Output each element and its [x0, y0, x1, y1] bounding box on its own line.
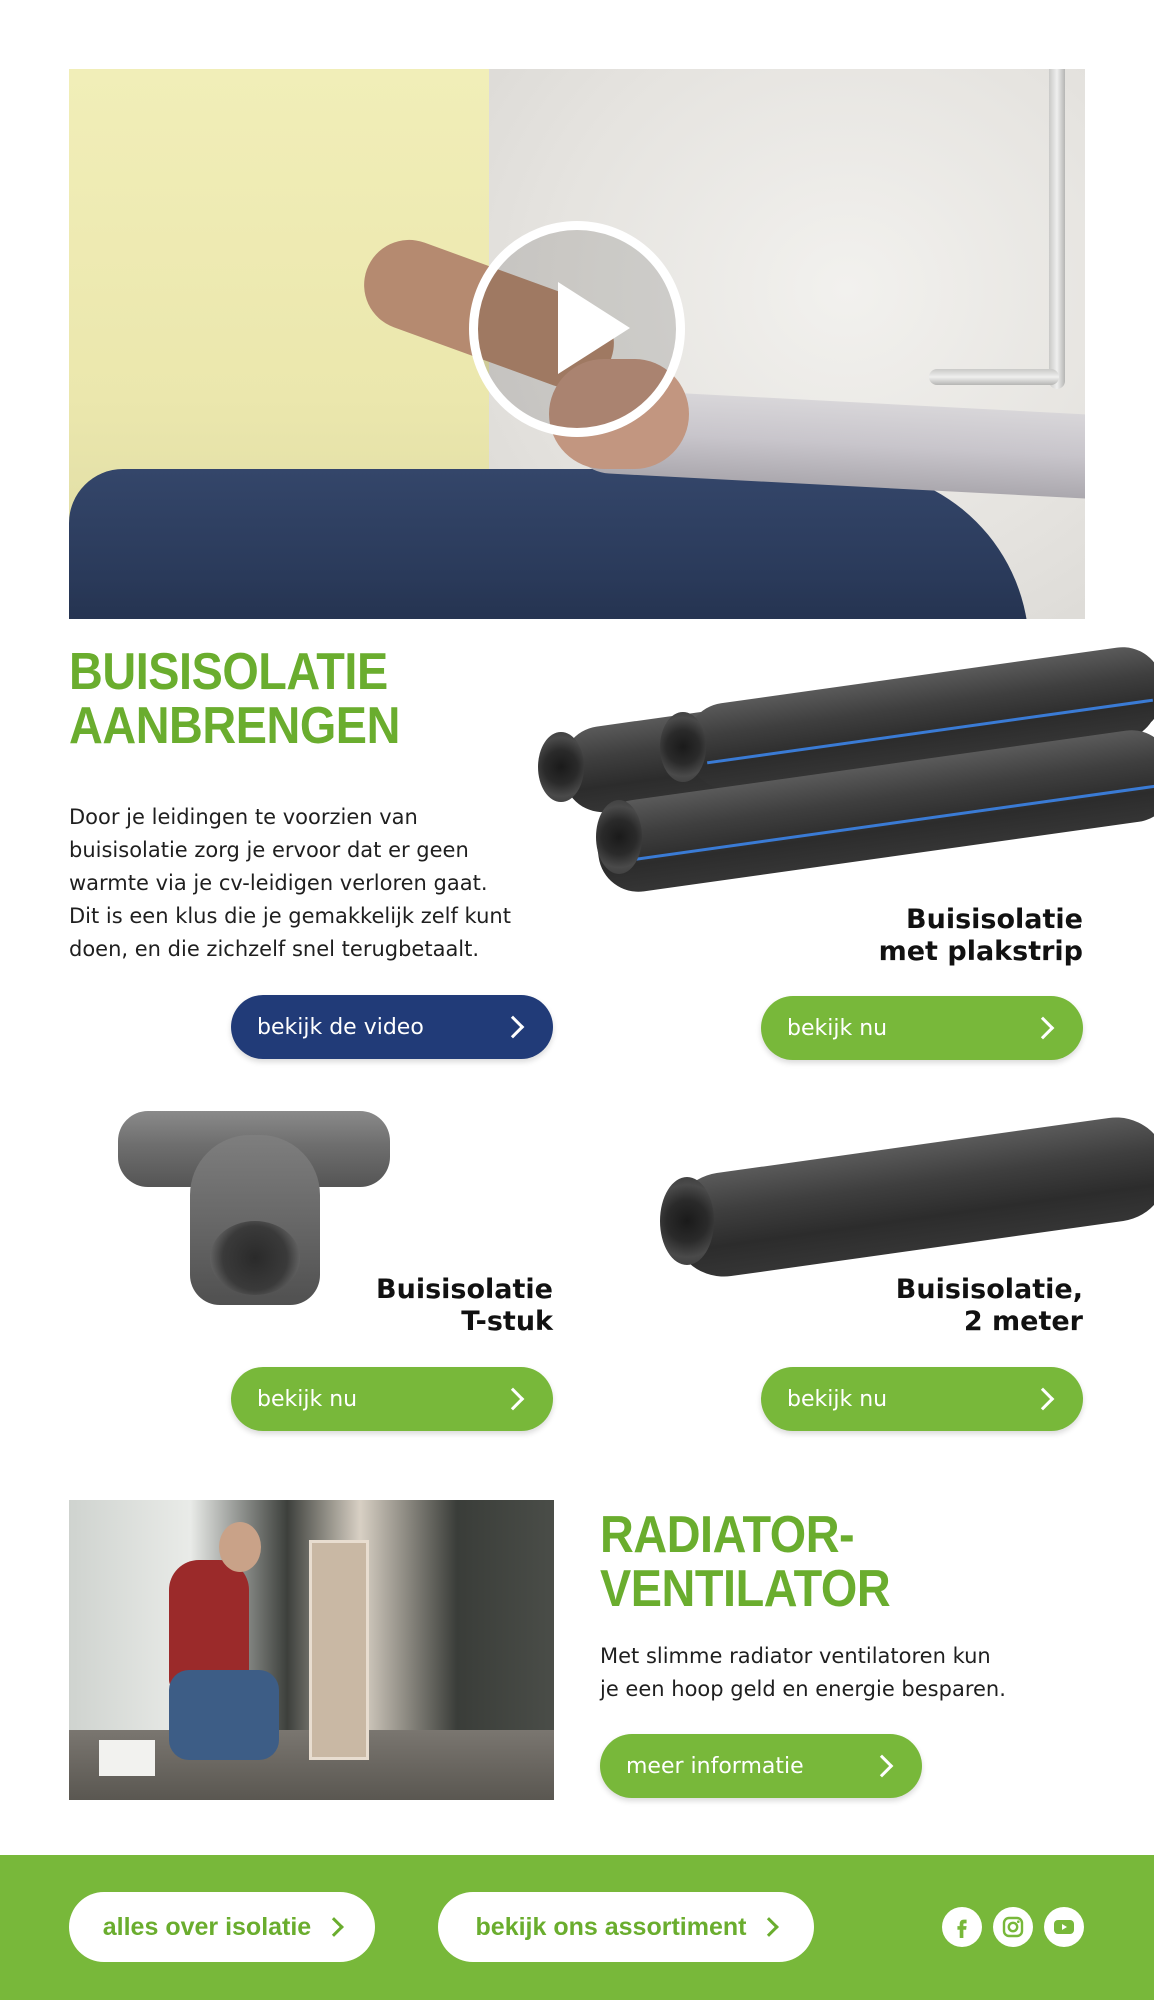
- photo-person-head: [219, 1522, 261, 1572]
- footer-bar: [0, 1855, 1154, 2000]
- intro-title-line1: BUISISOLATIE: [69, 643, 388, 701]
- youtube-icon[interactable]: [1044, 1907, 1084, 1947]
- product-title-plakstrip: [740, 904, 1083, 968]
- product-title-t-stuk: [210, 1274, 553, 1338]
- view-product-button-label: bekijk nu: [787, 1015, 888, 1041]
- more-info-button[interactable]: [600, 1734, 922, 1798]
- tube-opening: [538, 732, 584, 802]
- chevron-right-icon: [1032, 1017, 1055, 1040]
- facebook-glyph: [951, 1916, 973, 1938]
- play-button[interactable]: [469, 221, 685, 437]
- facebook-icon[interactable]: [942, 1907, 982, 1947]
- radiator-title-line1: RADIATOR-: [600, 1506, 855, 1564]
- instagram-glyph: [1001, 1915, 1025, 1939]
- radiator-photo[interactable]: [69, 1500, 554, 1800]
- product-title-line1: Buisisolatie: [906, 904, 1083, 935]
- radiator-line: je een hoop geld en energie besparen.: [600, 1677, 1006, 1701]
- radiator-line: Met slimme radiator ventilatoren kun: [600, 1644, 991, 1668]
- product-title-line1: Buisisolatie: [376, 1274, 553, 1305]
- tube-opening: [660, 1177, 714, 1265]
- chevron-right-icon: [1032, 1388, 1055, 1411]
- watch-video-button[interactable]: [231, 995, 553, 1059]
- product-image-2-meter[interactable]: [650, 1085, 1154, 1285]
- photo-box: [99, 1740, 155, 1776]
- chevron-right-icon: [502, 1016, 525, 1039]
- intro-paragraph: [69, 801, 549, 966]
- product-title-line2: 2 meter: [963, 1306, 1083, 1337]
- footer-link-assortment-label: bekijk ons assortiment: [475, 1912, 747, 1941]
- footer-link-isolation[interactable]: [69, 1892, 375, 1962]
- intro-line: warmte via je cv-leidigen verloren gaat.: [69, 871, 488, 895]
- photo-person-jeans: [169, 1670, 279, 1760]
- chevron-right-icon: [871, 1755, 894, 1778]
- more-info-button-label: meer informatie: [626, 1753, 804, 1779]
- view-product-2-meter-button[interactable]: [761, 1367, 1083, 1431]
- intro-line: Door je leidingen te voorzien van: [69, 805, 418, 829]
- view-product-button-label: bekijk nu: [257, 1386, 358, 1412]
- radiator-title-line2: VENTILATOR: [600, 1560, 891, 1618]
- product-title-line2: T-stuk: [461, 1306, 553, 1337]
- chevron-right-icon: [502, 1388, 525, 1411]
- tube-2-meter: [665, 1111, 1154, 1284]
- chevron-right-icon: [760, 1917, 780, 1937]
- view-product-t-stuk-button[interactable]: [231, 1367, 553, 1431]
- radiator-title: [600, 1508, 890, 1616]
- footer-link-assortment[interactable]: [438, 1892, 814, 1962]
- radiator-paragraph: [600, 1640, 1080, 1706]
- intro-line: doen, en die zichzelf snel terugbetaalt.: [69, 937, 480, 961]
- tube-opening: [596, 800, 642, 874]
- youtube-glyph: [1052, 1915, 1076, 1939]
- product-title-line2: met plakstrip: [878, 936, 1083, 967]
- product-title-2-meter: [740, 1274, 1083, 1338]
- view-product-plakstrip-button[interactable]: [761, 996, 1083, 1060]
- view-product-button-label: bekijk nu: [787, 1386, 888, 1412]
- product-title-line1: Buisisolatie,: [895, 1274, 1083, 1305]
- play-icon: [558, 282, 630, 374]
- photo-radiator: [309, 1540, 369, 1760]
- watch-video-button-label: bekijk de video: [257, 1014, 424, 1040]
- intro-title-line2: AANBRENGEN: [69, 697, 400, 755]
- footer-link-isolation-label: alles over isolatie: [102, 1912, 312, 1941]
- product-image-plakstrip[interactable]: [530, 650, 1154, 910]
- video-scene-pipe: [1049, 69, 1065, 389]
- video-scene-jeans: [69, 469, 1029, 619]
- intro-line: buisisolatie zorg je ervoor dat er geen: [69, 838, 469, 862]
- tube-opening: [660, 712, 706, 782]
- instagram-icon[interactable]: [993, 1907, 1033, 1947]
- video-scene-pipe-bracket: [929, 369, 1059, 385]
- intro-title: [69, 645, 400, 753]
- intro-line: Dit is een klus die je gemakkelijk zelf kunt: [69, 904, 511, 928]
- chevron-right-icon: [324, 1917, 344, 1937]
